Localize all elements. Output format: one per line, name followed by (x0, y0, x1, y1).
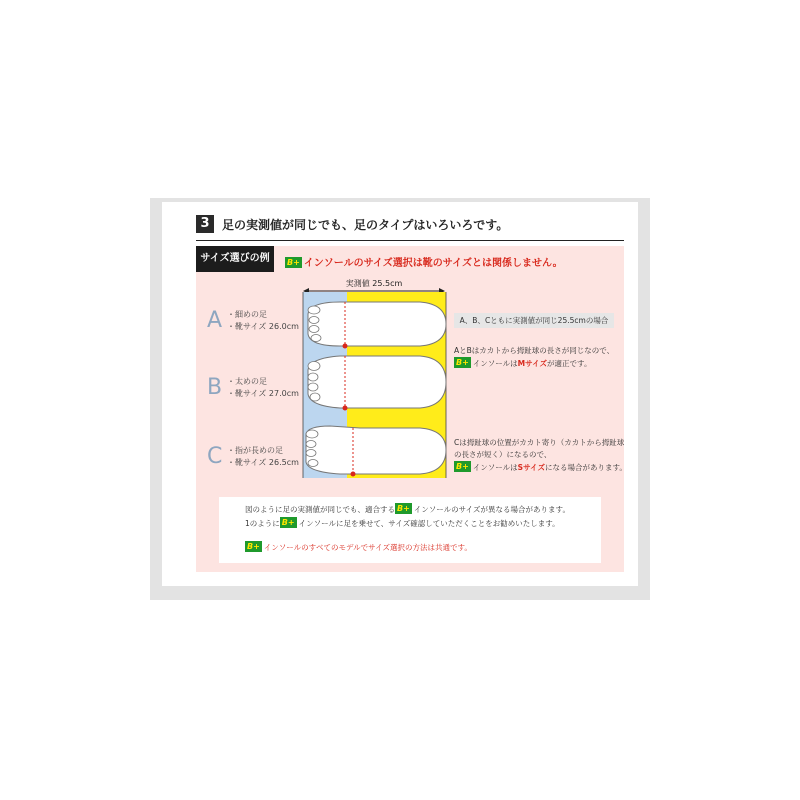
headline-text: インソールのサイズ選択は靴のサイズとは関係しません。 (303, 258, 563, 269)
summary-line-1: 図のように足の実測値が同じでも、適合する B+ インソールのサイズが異なる場合があります。 (245, 504, 570, 514)
section-title: 足の実測値が同じでも、足のタイプはいろいろです。 (222, 218, 509, 232)
note-ab: AとBはカカトから拇趾球の長さが同じなので、 B+ インソールはMサイズが適正です。 (454, 346, 615, 368)
foot-letter-b: B (207, 375, 223, 400)
foot-letter-a: A (207, 308, 223, 333)
summary-line-2: 1のように B+ インソールに足を乗せて、サイズ確認していただくことをお勧めいたします。 (245, 518, 560, 528)
ball-marker-c (351, 472, 356, 477)
section-divider (196, 240, 624, 241)
foot-desc-b: ・太めの足 ・靴サイズ 27.0cm (227, 377, 299, 398)
foot-a (308, 302, 446, 346)
foot-diagram (300, 292, 450, 482)
foot-desc-a: ・細めの足 ・靴サイズ 26.0cm (227, 310, 299, 331)
foot-b (308, 356, 446, 408)
m-size: Mサイズ (517, 359, 548, 368)
brand-logo: B+ (287, 258, 300, 267)
headline (285, 254, 563, 269)
brand-logo: B+ (281, 518, 295, 527)
summary-box (219, 497, 601, 563)
brand-logo: B+ (247, 542, 260, 551)
section-header (196, 215, 624, 237)
ball-marker-b (343, 406, 348, 411)
section-number: 3 (196, 215, 214, 233)
foot-c (306, 426, 446, 474)
brand-logo: B+ (456, 358, 469, 367)
measurement-indicator (303, 278, 445, 292)
foot-desc-c: ・指が長めの足 ・靴サイズ 26.5cm (227, 446, 299, 467)
same-measurement-note: A、B、Cともに実測値が同じ25.5cmの場合 (454, 313, 614, 328)
brand-logo: B+ (456, 462, 469, 471)
foot-letter-c: C (207, 444, 223, 469)
size-example-tag: サイズ選びの例 (196, 246, 274, 272)
summary-line-3: B+ インソールのすべてのモデルでサイズ選択の方法は共通です。 (247, 542, 472, 552)
brand-logo: B+ (397, 504, 410, 513)
measurement-label: 実測値 25.5cm (345, 279, 403, 288)
note-c: Cは拇趾球の位置がカカト寄り（カカトから拇趾球 の長さが短く）になるので、 B+ インソールはSサイズになる場合があります。 (454, 438, 627, 472)
s-size: Sサイズ (517, 463, 545, 472)
ball-marker-a (343, 344, 348, 349)
